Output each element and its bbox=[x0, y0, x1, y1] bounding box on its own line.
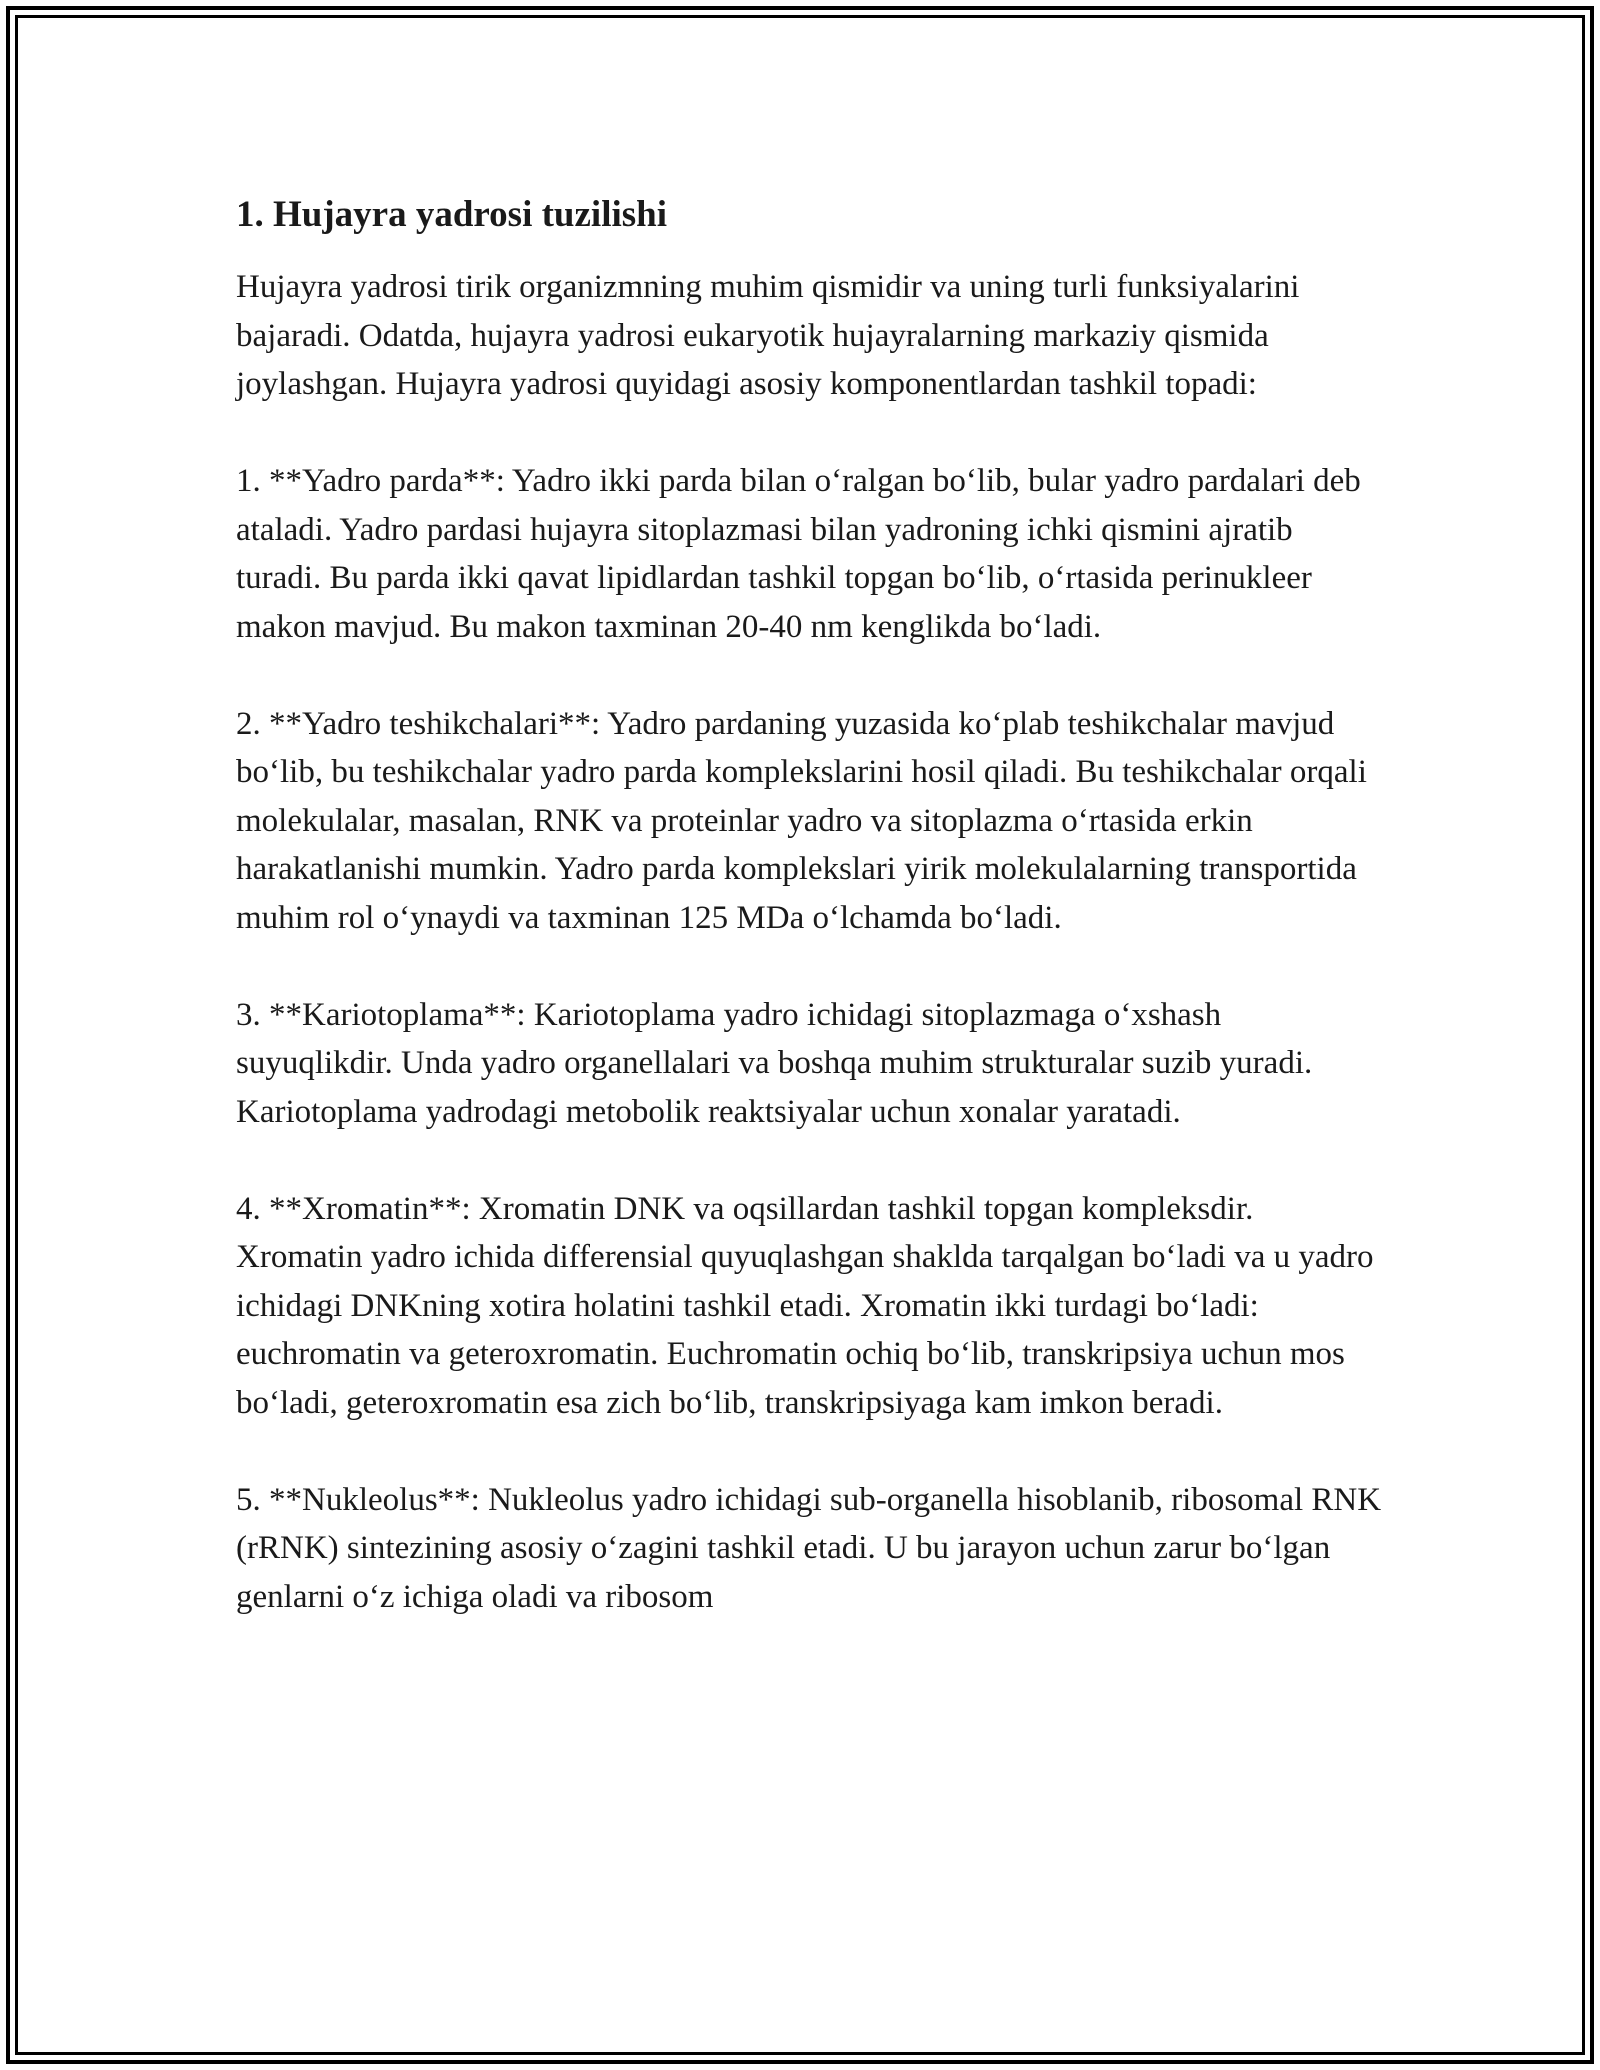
intro-paragraph: Hujayra yadrosi tirik organizmning muhim qismidir va uning turli funksiyalarini bajaradi. Odatda, hujayra yadrosi eukaryotik hujayralarning markaziy qismida joylashgan. Hujayra yadrosi quyidagi asosiy komponentlardan tashkil topadi: bbox=[236, 269, 1300, 402]
section-heading: 1. Hujayra yadrosi tuzilishi bbox=[236, 194, 668, 235]
list-item-yadro-parda: 1. **Yadro parda**: Yadro ikki parda bilan o‘ralgan bo‘lib, bular yadro pardalari deb ataladi. Yadro pardasi hujayra sitoplazmasi bilan yadroning ichki qismini ajratib turadi. Bu parda ikki qavat lipidlardan tashkil topgan bo‘lib, o‘rtasida perinukleer makon mavjud. Bu makon taxminan 20-40 nm kenglikda bo‘ladi. bbox=[236, 463, 1361, 645]
list-item-yadro-teshikchalari: 2. **Yadro teshikchalari**: Yadro pardaning yuzasida ko‘plab teshikchalar mavjud bo‘lib, bu teshikchalar yadro parda komplekslarini hosil qiladi. Bu teshikchalar orqali molekulalar, masalan, RNK va proteinlar yadro va sitoplazma o‘rtasida erkin harakatlanishi mumkin. Yadro parda komplekslari yirik molekulalarning transportida muhim rol o‘ynaydi va taxminan 125 MDa o‘lchamda bo‘ladi. bbox=[236, 705, 1367, 936]
list-item-xromatin: 4. **Xromatin**: Xromatin DNK va oqsillardan tashkil topgan kompleksdir. Xromatin yadro ichida differensial quyuqlashgan shaklda tarqalgan bo‘ladi va u yadro ichidagi DNKning xotira holatini tashkil etadi. Xromatin ikki turdagi bo‘ladi: euchromatin va geteroxromatin. Euchromatin ochiq bo‘lib, transkripsiya uchun mos bo‘ladi, geteroxromatin esa zich bo‘lib, transkripsiyaga kam imkon beradi. bbox=[236, 1190, 1374, 1421]
document-body bbox=[236, 187, 1386, 1670]
list-item-kariotoplama: 3. **Kariotoplama**: Kariotoplama yadro ichidagi sitoplazmaga o‘xshash suyuqlikdir. Unda yadro organellalari va boshqa muhim strukturalar suzib yuradi. Kariotoplama yadrodagi metobolik reaktsiyalar uchun xonalar yaratadi. bbox=[236, 996, 1313, 1130]
list-item-nukleolus: 5. **Nukleolus**: Nukleolus yadro ichidagi sub-organella hisoblanib, ribosomal RNK (rRNK) sintezining asosiy o‘zagini tashkil etadi. U bu jarayon uchun zarur bo‘lgan genlarni o‘z ichiga oladi va ribosom bbox=[236, 1481, 1382, 1615]
